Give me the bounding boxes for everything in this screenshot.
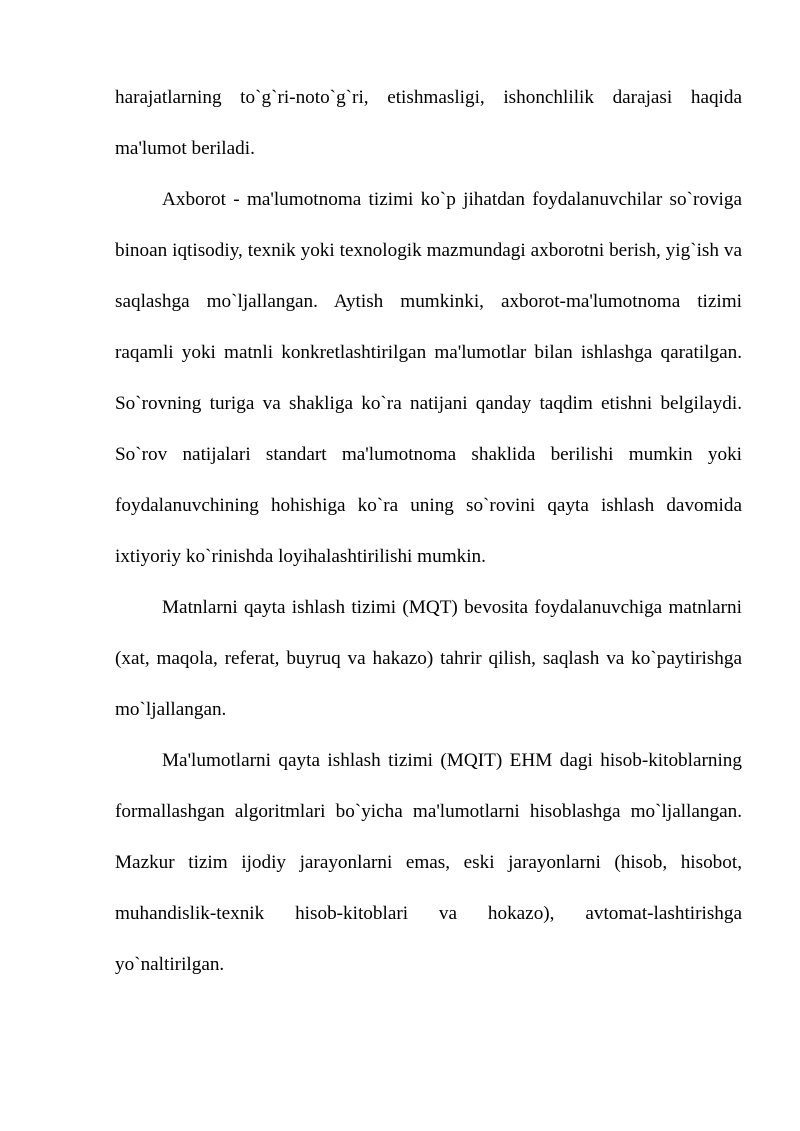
paragraph-axborot-malumotnoma: Axborot - ma'lumotnoma tizimi ko`p jihatdan foydalanuvchilar so`roviga binoan iqtisodiy, texnik yoki texnologik mazmundagi axborotni berish, yig`ish va saqlashga mo`ljallangan. Aytish mumkinki, axborot-ma'lumotnoma tizimi raqamli yoki matnli konkretlashtirilgan ma'lumotlar bilan ishlashga qaratilgan. So`rovning turiga va shakliga ko`ra natijani qanday taqdim etishni belgilaydi. So`rov natijalari standart ma'lumotnoma shaklida berilishi mumkin yoki foydalanuvchining hohishiga ko`ra uning so`rovini qayta ishlash davomida ixtiyoriy ko`rinishda loyihalashtirilishi mumkin.: [115, 189, 742, 567]
paragraph-continuation: harajatlarning to`g`ri-noto`g`ri, etishmasligi, ishonchlilik darajasi haqida ma'lumot beriladi.: [115, 87, 742, 159]
paragraph-mqit: Ma'lumotlarni qayta ishlash tizimi (MQIT) EHM dagi hisob-kitoblarning formallashgan algoritmlari bo`yicha ma'lumotlarni hisoblashga mo`ljallangan. Mazkur tizim ijodiy jarayonlarni emas, eski jarayonlarni (hisob, hisobot, muhandislik-texnik hisob-kitoblari va hokazo), avtomat-lashtirishga yo`naltirilgan.: [115, 750, 742, 975]
paragraph-mqt: Matnlarni qayta ishlash tizimi (MQT) bevosita foydalanuvchiga matnlarni (xat, maqola, referat, buyruq va hakazo) tahrir qilish, saqlash va ko`paytirishga mo`ljallangan.: [115, 597, 742, 720]
document-body: [115, 72, 742, 990]
